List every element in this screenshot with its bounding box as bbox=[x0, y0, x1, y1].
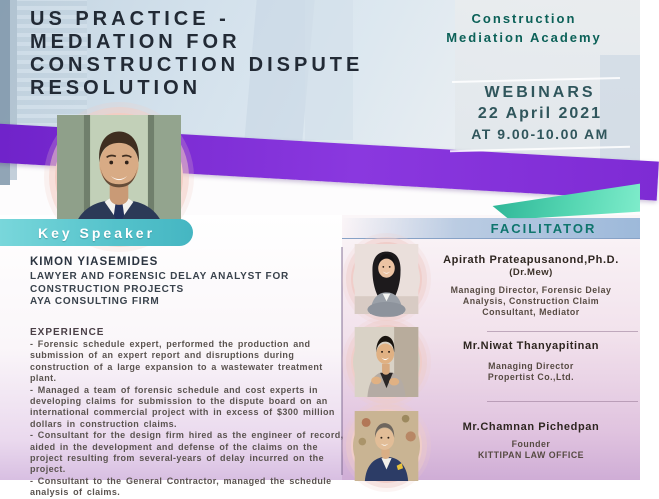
key-speaker-label: Key Speaker bbox=[37, 224, 156, 241]
facilitator-entry bbox=[425, 421, 637, 461]
facilitator-role-line: Consultant, Mediator bbox=[482, 307, 580, 317]
experience-item: - Managed a team of forensic schedule and cost experts in developing claims for submission to the dispute board on an international commercial project with in excess of $300 million dollars in construction claims. bbox=[30, 384, 335, 429]
experience-item: - Consultant for the design firm hired as the engineer of record, aided in the development and defense of the claims on the project resulting from several-years of delay incurred on the project. bbox=[30, 430, 344, 475]
facilitator-role-line: Propertist Co.,Ltd. bbox=[487, 372, 575, 382]
speaker-firm: AYA CONSULTING FIRM bbox=[30, 296, 160, 307]
speaker-name: KIMON YIASEMIDES bbox=[30, 256, 159, 268]
facilitator-photo-1 bbox=[351, 242, 422, 316]
experience-heading: EXPERIENCE bbox=[30, 327, 105, 338]
divider-line bbox=[487, 331, 638, 332]
experience-item: - Consultant to the General Contractor, managed the schedule analysis of claims. bbox=[30, 475, 332, 498]
academy-name-line: Mediation Academy bbox=[446, 30, 602, 45]
key-speaker-badge bbox=[0, 219, 193, 246]
facilitator-alias: (Dr.Mew) bbox=[509, 267, 553, 278]
facilitator-photo-2 bbox=[351, 325, 422, 399]
facilitator-portrait-3 bbox=[353, 411, 420, 481]
facilitator-label: FACILITATOR bbox=[490, 220, 597, 236]
facilitator-entry bbox=[425, 254, 637, 318]
facilitator-name: Mr.Niwat Thanyapitinan bbox=[462, 340, 600, 352]
event-date: 22 April 2021 bbox=[477, 105, 603, 122]
facilitator-portrait-1 bbox=[353, 244, 420, 314]
facilitator-role-line: Founder bbox=[511, 439, 551, 449]
facilitator-portrait-2 bbox=[353, 327, 420, 397]
facilitator-role-line: KITTIPAN LAW OFFICE bbox=[477, 450, 585, 460]
divider-line bbox=[487, 401, 638, 402]
facilitator-name: Apirath Prateapusanond,Ph.D. bbox=[443, 254, 619, 266]
title-line: US PRACTICE - bbox=[30, 8, 230, 30]
facilitator-role-line: Managing Director, Forensic Delay bbox=[450, 285, 612, 295]
event-details bbox=[440, 84, 640, 142]
title-line: CONSTRUCTION DISPUTE bbox=[30, 54, 364, 76]
facilitator-photo-3 bbox=[351, 409, 422, 483]
vertical-divider bbox=[341, 247, 343, 475]
facilitator-banner bbox=[342, 218, 640, 239]
poster-title bbox=[30, 8, 363, 100]
academy-name bbox=[418, 9, 630, 47]
event-time: AT 9.00-10.00 AM bbox=[471, 126, 609, 142]
title-line: MEDIATION FOR bbox=[30, 31, 241, 53]
academy-name-line: Construction bbox=[471, 11, 577, 26]
facilitator-name: Mr.Chamnan Pichedpan bbox=[462, 421, 600, 433]
facilitator-role-line: Analysis, Construction Claim bbox=[462, 296, 600, 306]
facilitator-entry bbox=[425, 340, 637, 383]
title-line: RESOLUTION bbox=[30, 77, 202, 99]
facilitator-role-line: Managing Director bbox=[488, 361, 574, 371]
experience-list bbox=[30, 339, 345, 499]
event-type: WEBINARS bbox=[484, 84, 596, 101]
experience-item: - Forensic schedule expert, performed the production and submission of an expert report and disruptions during construction of a large expansion to a wastewater treatment plant. bbox=[30, 339, 323, 384]
speaker-role: LAWYER AND FORENSIC DELAY ANALYST FOR CONSTRUCTION PROJECTS bbox=[30, 271, 290, 295]
